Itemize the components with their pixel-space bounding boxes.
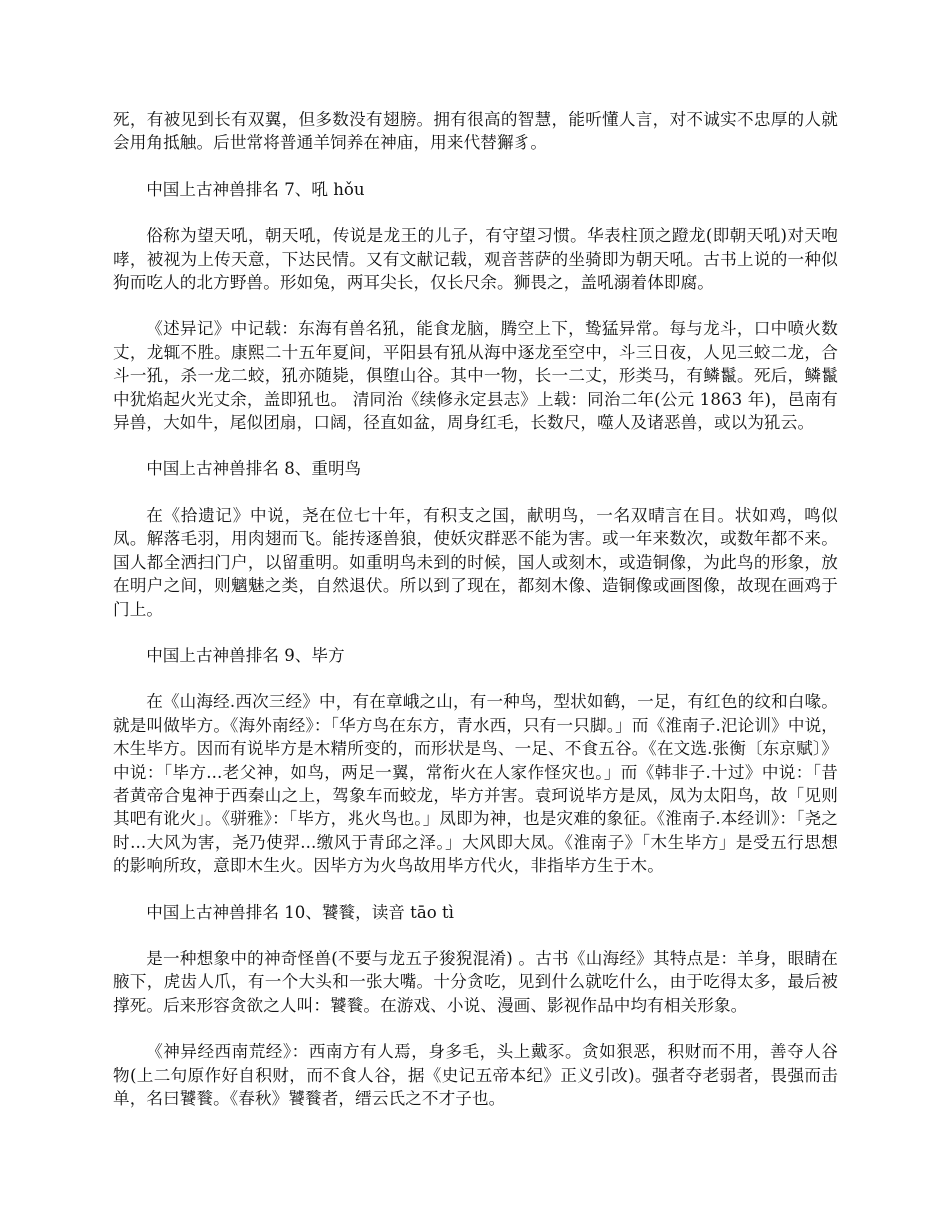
section-heading-chongming-bird: 中国上古神兽排名 8、重明鸟 <box>146 459 362 479</box>
paragraph-bifang: 在《山海经.西次三经》中，有在章峨之山，有一种鸟，型状如鹤，一足，有红色的纹和白喙。就是叫做毕方。《海外南经》：「华方鸟在东方，青水西，只有一只脚。」而《淮南子.汜论训》中说，木生毕方。因而有说毕方是木精所变的，而形状是鸟、一足、不食五谷。《在文选.张衡〔东京赋〕》中说：「毕方...老父神，如鸟，两足一翼，常衔火在人家作怪灾也。」而《韩非子.十过》中说：「昔者黄帝合鬼神于西秦山之上，驾象车而蛟龙，毕方并害。袁珂说毕方是凤，凤为太阳鸟，故「见则其吧有讹火」。《骈雅》：「毕方，兆火鸟也。」凤即为神，也是灾难的象征。《淮南子.本经训》：「尧之时...大风为害，尧乃使羿...缴风于青邱之泽。」大风即大凤。《淮南子》「木生毕方」是受五行思想的影响所玫，意即木生火。因毕方为火鸟故用毕方代火，非指毕方生于木。 <box>113 692 838 876</box>
paragraph-taotie-description: 是一种想象中的神奇怪兽(不要与龙五子狻猊混淆) 。古书《山海经》其特点是：羊身，眼睛在腋下，虎齿人爪，有一个大头和一张大嘴。十分贪吃，见到什么就吃什么，由于吃得太多，最后被撑死。后来形容贪欲之人叫：饕餮。在游戏、小说、漫画、影视作品中均有相关形象。 <box>113 948 838 1015</box>
section-heading-hou: 中国上古神兽排名 7、吼 hǒu <box>146 179 365 199</box>
paragraph-chongming-bird: 在《拾遗记》中说，尧在位七十年，有积支之国，献明鸟，一名双晴言在目。状如鸡，鸣似凤。解落毛羽，用肉翅而飞。能抟逐兽狼，使妖灾群恶不能为害。或一年来数次，或数年都不来。国人都全洒扫门户，以留重明。如重明鸟未到的时候，国人或刻木，或造铜像，为此鸟的形象，放在明户之间，则魑魅之类，自然退伏。所以到了现在，都刻木像、造铜像或画图像，故现在画鸡于门上。 <box>113 505 838 619</box>
paragraph-hou-records: 《述异记》中记载：东海有兽名犼，能食龙脑，腾空上下，鸷猛异常。每与龙斗，口中喷火数丈，龙辄不胜。康熙二十五年夏间，平阳县有犼从海中逐龙至空中，斗三日夜，人见三蛟二龙，合斗一犼，杀一龙二蛟，犼亦随毙，俱堕山谷。其中一物，长一二丈，形类马，有鳞鬣。死后，鳞鬣中犹焰起火光丈余，盖即犼也。 清同治《续修永定县志》上载：同治二年(公元 1863 年)，邑南有异兽，大如牛，尾似团扇，口阔，径直如盆，周身红毛，长数尺，噬人及诸恶兽，或以为犼云。 <box>113 319 838 433</box>
paragraph-taotie-records: 《神异经西南荒经》：西南方有人焉，身多毛，头上戴豕。贪如狠恶，积财而不用，善夺人谷物(上二句原作好自积财，而不食人谷，据《史记五帝本纪》正义引改)。强者夺老弱者，畏强而击单，名曰饕餮。《春秋》饕餮者，缙云氏之不才子也。 <box>113 1042 838 1108</box>
section-heading-taotie: 中国上古神兽排名 10、饕餮，读音 tāo tì <box>146 902 454 922</box>
paragraph-hou-description: 俗称为望天吼，朝天吼，传说是龙王的儿子，有守望习惯。华表柱顶之蹬龙(即朝天吼)对天咆哮，被视为上传天意，下达民情。又有文献记载，观音菩萨的坐骑即为朝天吼。古书上说的一种似狗而吃人的北方野兽。形如兔，两耳尖长，仅长尺余。狮畏之，盖吼溺着体即腐。 <box>113 226 838 293</box>
section-heading-bifang: 中国上古神兽排名 9、毕方 <box>146 645 345 665</box>
document-page <box>113 108 838 1133</box>
paragraph-xiezhi-ending: 死，有被见到长有双翼，但多数没有翅膀。拥有很高的智慧，能听懂人言，对不诚实不忠厚的人就会用角抵触。后世常将普通羊饲养在神庙，用来代替獬豸。 <box>113 110 838 153</box>
